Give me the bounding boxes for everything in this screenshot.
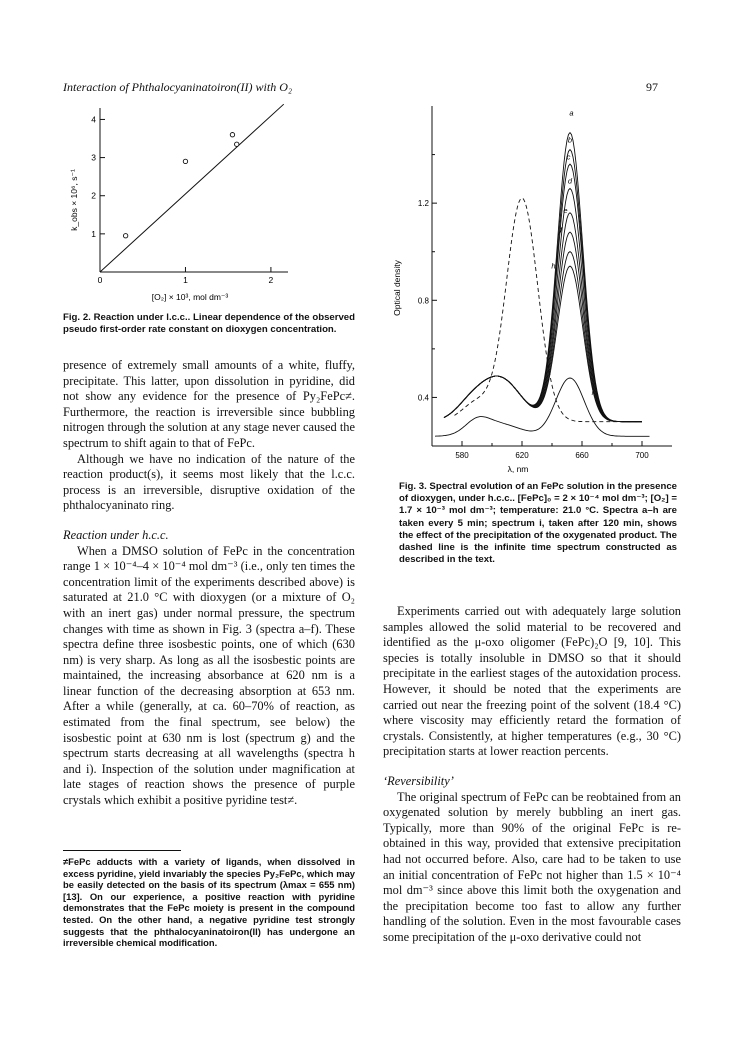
fig3-x-label: λ, nm [507,464,529,474]
fig2-y-ticks [91,114,105,238]
fig2-caption: Fig. 2. Reaction under l.c.c.. Linear dependence of the observed pseudo first-order rate constant on dioxygen concentration. [63,312,355,336]
fig3-curves [435,133,650,437]
fig3-plot [392,98,682,476]
fig3-x-ticks [432,441,649,460]
left-paragraph-2: Although we have no indication of the nature of the reaction product(s), it seems most likely that the l.c.c. process is an irreversible, disruptive oxidation of the phthalocyaninato ring. [63,451,355,513]
fig2-y-tick-label: 4 [91,114,96,125]
fig3-curve-label: d [567,176,573,186]
fig3-curve-label: f [559,225,563,235]
section-title-reversibility: ‘Reversibility’ [383,773,454,788]
fig3-y-label: Optical density [392,260,402,316]
fig3-x-tick-label: 700 [635,451,649,460]
fig3-curve-label: i [591,388,594,397]
fig3-curve-a [444,133,642,422]
section-title-hcc: Reaction under h.c.c. [63,527,169,542]
fig3-curve-label: e [563,205,568,215]
fig3-x-tick-label: 580 [455,451,469,460]
fig3-curve-label: h [551,261,556,271]
fig3-y-tick-label: 0.8 [417,296,429,306]
left-paragraph-1: presence of extremely small amounts of a white, fluffy, precipitate. This latter, upon dissolution in pyridine, did not show any evidence for the presence of Py₂FePc≠. Furthermore, the reaction is irreversible since bubbling nitrogen through the solution at any stage never caused the spectrum to shift again to that of FePc. [63,358,355,450]
fig2-x-tick-label: 1 [183,275,188,285]
fig3-curve-label: c [566,152,571,162]
fig2-x-tick-label: 0 [97,275,103,285]
right-column [383,604,681,945]
fig2-data-point [123,234,127,238]
right-paragraph-2: The original spectrum of FePc can be reobtained from an oxygenated solution by merely bubbling an inert gas. Typically, more than 90% of the original FePc is re-obtained in this way, provided that extensive precipitation had not occurred before. Also, care had to be taken to use an initial concentration of FePc not higher than 1.5 × 10⁻⁴ mol dm⁻³ since above this limit both the oxygenation and the precipitation become too fast to allow any further handling of the solution. Even in the most favourable cases some precipitation of the μ-oxo derivative could not [383,789,681,944]
fig2-y-tick-label: 1 [91,228,96,239]
fig3-caption: Fig. 3. Spectral evolution of an FePc solution in the presence of dioxygen, under h.c.c.. [FePc]₀ = 2 × 10⁻⁴ mol dm⁻³; [O₂] = 1.7 × 10⁻³ mol dm⁻³; temperature: 21.0 °C. Spectra a–h are taken every 5 min; spectrum i, taken after 120 min, shows the effect of the precipitation of the oxygenated product. The dashed line is the infinite time spectrum constructed as described in the text. [399,481,677,566]
fig2-data-point [230,132,234,136]
running-title: Interaction of Phthalocyaninatoiron(II) with O₂ [63,80,293,94]
fig2-y-label: k_obs × 10⁶, s⁻¹ [69,169,79,231]
left-paragraph-3: When a DMSO solution of FePc in the concentration range 1 × 10⁻⁴–4 × 10⁻⁴ mol dm⁻³ (i.e., only ten times the concentration limit of the experiments described above) is saturated at 21.0 °C with dioxygen (or a mixture of O₂ with an inert gas) under normal pressure, the spectrum changes with time as shown in Fig. 3 (spectra a–f). These spectra define three isosbestic points, one of which (630 nm) is very sharp. As long as all the isosbestic points are maintained, the increasing absorbance at 620 nm is a linear function of the decreasing absorption at 653 nm. After a while (generally, at ca. 60–70% of reaction, as estimated from the final spectrum, see below) the isosbestic point at 630 nm is lost (spectrum g) and the spectrum starts decreasing at all wavelengths (spectra h and i). Inspection of the solution under magnification at late stages of reaction shows the presence of purple crystals which exhibit a positive pyridine test≠. [63,543,355,808]
right-paragraph-1: Experiments carried out with adequately large solution samples allowed the solid material to be recovered and identified as the μ-oxo oligomer (FePc)₂O [9, 10]. This species is totally insoluble in DMSO so that it should precipitate in the earliest stages of the autoxidation process. However, it should be noted that the experiments are carried out near the freezing point of the solvent (18.4 °C) where viscosity may efficiently retard the formation of crystals. Consistently, at higher temperatures (e.g., 30 °C) precipitation starts at lower reaction percents. [383,604,681,759]
fig3-x-tick-label: 620 [515,451,529,460]
fig3-curve-b [444,150,642,422]
fig2-y-tick-label: 2 [91,190,96,201]
page-number: 97 [646,80,658,94]
fig2-x-label: [O₂] × 10³, mol dm⁻³ [151,292,229,302]
fig3-y-tick-label: 0.4 [417,393,429,403]
fig2-x-tick-label: 2 [268,275,274,285]
left-column [63,358,355,809]
fig3-dashed-infinite-spectrum [455,198,643,422]
fig2-marks [100,104,284,272]
footnote-rule [63,850,181,851]
fig3-curve-label: a [569,108,574,118]
fig3-curve-label: b [567,135,573,145]
fig2-y-tick-label: 3 [91,152,96,163]
fig3-y-tick-label: 1.2 [417,199,429,209]
footnote: ≠FePc adducts with a variety of ligands, when dissolved in excess pyridine, yield invariably the species Py₂FePc, which may be easily detected on the basis of its spectrum (λmax = 655 nm) [13]. On our experience, a positive reaction with pyridine demonstrates that the FePc moiety is present in the compound tested. On the other hand, a negative pyridine test strongly suggests that the phthalocyaninatoiron(II) has undergone an irreversible chemical modification. [63,856,355,949]
fig3-y-ticks [418,155,437,403]
fig2-fit-line [100,104,284,272]
fig3-x-tick-label: 660 [575,451,589,460]
fig2-data-point [183,159,187,163]
fig2-plot [60,100,300,310]
fig2-x-ticks [98,267,274,285]
fig3-curve-c [444,164,642,422]
fig2-data-point [235,142,239,146]
fig3-curve-i [435,378,650,436]
